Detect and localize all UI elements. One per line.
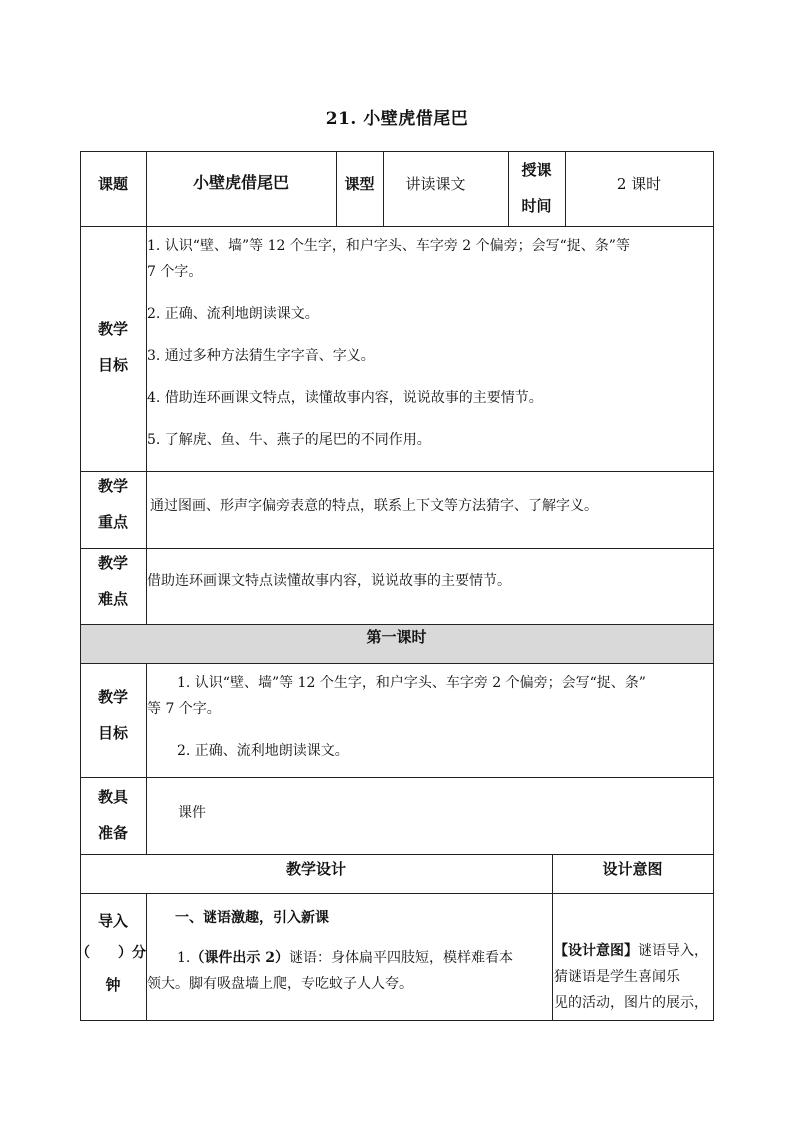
difficulty-text: 借助连环画课文特点读懂故事内容，说说故事的主要情节。 bbox=[147, 573, 511, 589]
goal-item: 4. 借助连环画课文特点，读懂故事内容，说说故事的主要情节。 bbox=[147, 390, 543, 406]
goals-list bbox=[147, 236, 713, 450]
table-rule bbox=[80, 663, 714, 664]
intro-intent-line2: 猜谜语是学生喜闻乐 bbox=[554, 969, 680, 985]
table-rule bbox=[80, 151, 714, 152]
materials-label-line1: 教具 bbox=[97, 788, 128, 806]
intro-label-line1: 导入 bbox=[97, 912, 128, 930]
intro-intent-line3: 见的活动，图片的展示， bbox=[554, 995, 708, 1011]
table-rule bbox=[80, 777, 714, 778]
lesson-goal-line: 2. 正确、流利地朗读课文。 bbox=[177, 743, 349, 759]
intro-heading: 一、谜语激趣，引入新课 bbox=[175, 910, 329, 926]
table-rule bbox=[80, 471, 714, 472]
key-points-label bbox=[80, 468, 146, 540]
intro-content bbox=[147, 908, 552, 994]
difficulty-label-line2: 难点 bbox=[97, 590, 128, 608]
lesson-goals-label bbox=[80, 679, 146, 751]
lesson-goal-line: 等 7 个字。 bbox=[147, 701, 221, 717]
goals-label-line2: 目标 bbox=[97, 356, 128, 374]
materials-label-line2: 准备 bbox=[97, 824, 128, 842]
intro-label-line2: （ ）分 bbox=[76, 945, 146, 961]
table-rule bbox=[80, 893, 714, 894]
table-rule bbox=[80, 226, 714, 227]
key-points-text: 通过图画、形声字偏旁表意的特点，联系上下文等方法猜字、了解字义。 bbox=[150, 498, 598, 514]
intro-label bbox=[76, 905, 146, 1001]
intent-heading: 【设计意图】 bbox=[554, 943, 638, 959]
lesson-goal-line: 1. 认识“壁、墙”等 12 个生字，和户字头、车字旁 2 个偏旁；会写“捉、条” bbox=[177, 675, 646, 691]
table-rule bbox=[80, 854, 714, 855]
lesson-goals-label-line1: 教学 bbox=[97, 688, 128, 706]
time-label-line2: 时间 bbox=[521, 197, 552, 215]
design-header-left: 教学设计 bbox=[285, 860, 346, 878]
type-label: 课型 bbox=[344, 175, 375, 193]
goal-item: 1. 认识“壁、墙”等 12 个生字，和户字头、车字旁 2 个偏旁；会写“捉、条”等 bbox=[147, 238, 630, 254]
table-rule bbox=[80, 1020, 714, 1021]
materials-label bbox=[80, 779, 146, 851]
first-lesson-heading: 第一课时 bbox=[366, 628, 427, 646]
difficulty-label bbox=[80, 545, 146, 617]
intro-item-line2: 领大。脚有吸盘墙上爬，专吃蚊子人人夸。 bbox=[147, 976, 413, 992]
design-header-right: 设计意图 bbox=[602, 860, 663, 878]
key-points-label-line1: 教学 bbox=[97, 477, 128, 495]
lesson-goals-text bbox=[147, 673, 713, 761]
table-rule bbox=[80, 624, 714, 625]
intro-intent-line1 bbox=[554, 938, 712, 964]
document-title: 21. 小壁虎借尾巴 bbox=[325, 109, 469, 129]
intro-item-rest: 谜语：身体扁平四肢短，模样难看本 bbox=[288, 950, 513, 966]
intro-item bbox=[147, 948, 552, 968]
intro-intent bbox=[554, 938, 712, 1016]
goal-item: 5. 了解虎、鱼、牛、燕子的尾巴的不同作用。 bbox=[147, 432, 431, 448]
difficulty-label-line1: 教学 bbox=[97, 554, 128, 572]
key-points-label-line2: 重点 bbox=[97, 513, 128, 531]
goals-label-line1: 教学 bbox=[97, 320, 128, 338]
time-value: 2 课时 bbox=[616, 175, 662, 193]
table-rule bbox=[713, 151, 714, 1021]
goal-item: 2. 正确、流利地朗读课文。 bbox=[147, 306, 319, 322]
type-value: 讲读课文 bbox=[405, 175, 466, 193]
goals-label bbox=[80, 311, 146, 383]
lesson-goals-label-line2: 目标 bbox=[97, 724, 128, 742]
materials-text: 课件 bbox=[178, 805, 206, 821]
goal-item: 3. 通过多种方法猜生字字音、字义。 bbox=[147, 348, 375, 364]
intro-label-line3: 钟 bbox=[105, 976, 121, 994]
time-label bbox=[508, 152, 565, 224]
time-label-line1: 授课 bbox=[521, 161, 552, 179]
intro-item-bold: （课件出示 2） bbox=[190, 950, 289, 966]
topic-label: 课题 bbox=[97, 175, 128, 193]
table-rule bbox=[80, 548, 714, 549]
intent-text: 谜语导入， bbox=[638, 943, 708, 959]
intro-item-prefix: 1. bbox=[177, 950, 191, 966]
topic-value: 小壁虎借尾巴 bbox=[192, 173, 289, 192]
goal-item: 7 个字。 bbox=[147, 264, 203, 280]
